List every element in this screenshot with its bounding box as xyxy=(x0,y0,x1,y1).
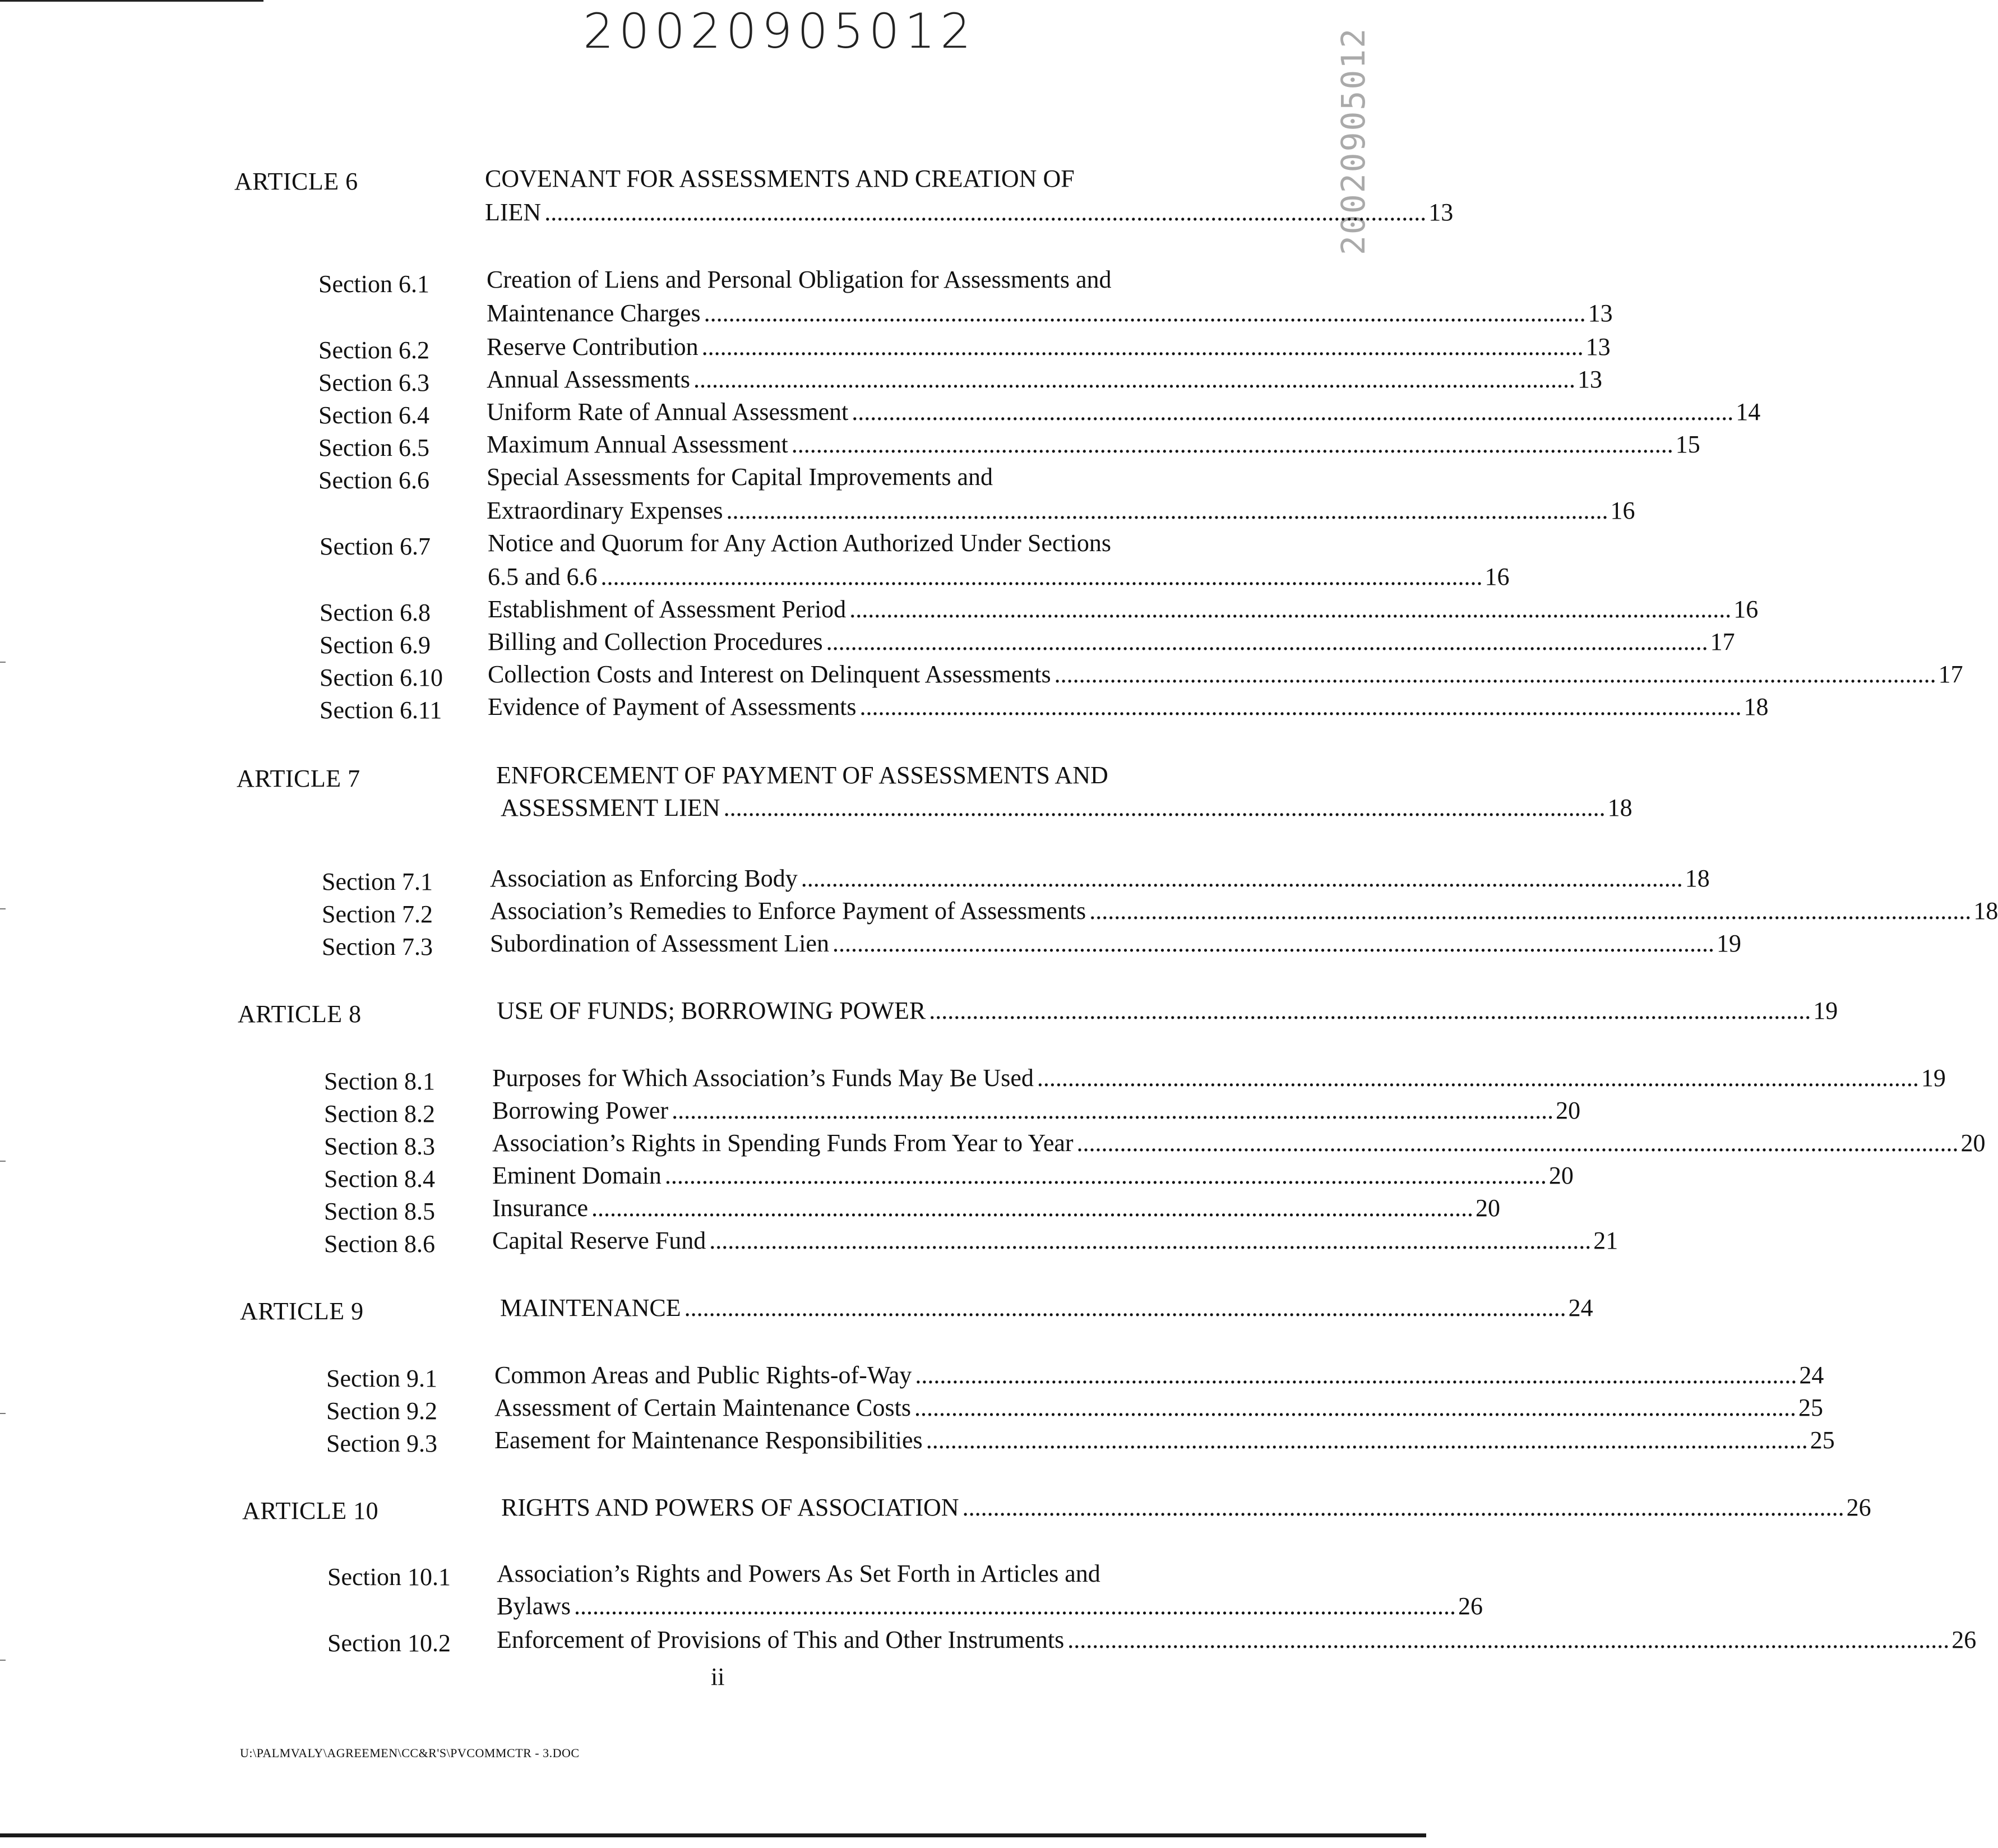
section-title: Reserve Contribution xyxy=(487,333,699,361)
section-label: Section 6.9 xyxy=(320,631,431,659)
section-label: Section 10.1 xyxy=(327,1563,451,1591)
toc-leader-line xyxy=(501,792,1632,824)
section-title: Billing and Collection Procedures xyxy=(488,628,823,655)
toc-leader-line xyxy=(497,1624,1977,1656)
toc-leader-line xyxy=(488,593,1759,626)
dot-leader: ............................................................................................................................................... xyxy=(849,595,1732,623)
section-label: Section 8.6 xyxy=(324,1230,435,1258)
dot-leader: ............................................................................................................................................... xyxy=(929,997,1811,1024)
section-label: Section 7.1 xyxy=(322,868,433,895)
toc-leader-line xyxy=(490,927,1741,960)
dot-leader: ............................................................................................................................................... xyxy=(1037,1064,1919,1092)
page-number: 20 xyxy=(1960,1129,1986,1157)
section-label: Section 8.1 xyxy=(324,1068,435,1095)
dot-leader: ............................................................................................................................................... xyxy=(684,1294,1566,1322)
page-number: 19 xyxy=(1813,997,1838,1024)
toc-leader-line xyxy=(492,1127,1986,1159)
dot-leader: ............................................................................................................................................... xyxy=(926,1426,1808,1454)
section-label: Section 9.1 xyxy=(326,1365,437,1392)
article-title: MAINTENANCE xyxy=(500,1294,681,1322)
top-rule xyxy=(0,0,263,2)
dot-leader: ............................................................................................................................................... xyxy=(723,794,1606,821)
dot-leader: ............................................................................................................................................... xyxy=(591,1194,1474,1222)
article-title-line2: LIEN xyxy=(485,198,542,226)
toc-leader-line xyxy=(492,1225,1618,1257)
toc-leader-line xyxy=(485,196,1454,229)
section-label: Section 7.3 xyxy=(322,933,433,960)
margin-tick xyxy=(0,662,6,663)
article-title-line1: ENFORCEMENT OF PAYMENT OF ASSESSMENTS AND xyxy=(496,761,1108,789)
toc-leader-line xyxy=(494,1359,1824,1392)
page-number: 18 xyxy=(1973,897,1998,925)
section-title: Capital Reserve Fund xyxy=(492,1227,706,1254)
page-number: 21 xyxy=(1593,1227,1618,1254)
dot-leader: ............................................................................................................................................... xyxy=(791,431,1673,458)
toc-leader-line xyxy=(494,1392,1823,1424)
page-number: 25 xyxy=(1810,1426,1835,1454)
dot-leader: ............................................................................................................................................... xyxy=(832,930,1714,957)
section-label: Section 8.5 xyxy=(324,1198,435,1225)
section-title-line1: Creation of Liens and Personal Obligation for Assessments and xyxy=(487,266,1112,293)
dot-leader: ............................................................................................................................................... xyxy=(1076,1129,1959,1157)
section-label: Section 7.2 xyxy=(322,900,433,928)
section-title: Association’s Rights in Spending Funds From Year to Year xyxy=(492,1129,1074,1157)
page-number: 26 xyxy=(1846,1494,1871,1521)
section-title: Establishment of Assessment Period xyxy=(488,595,847,623)
margin-tick xyxy=(0,908,6,909)
toc-leader-line xyxy=(488,691,1769,723)
section-title: Annual Assessments xyxy=(487,366,690,393)
dot-leader: ............................................................................................................................................... xyxy=(826,628,1708,655)
page-number: 16 xyxy=(1610,497,1635,524)
dot-leader: ............................................................................................................................................... xyxy=(709,1227,1592,1254)
toc-leader-line xyxy=(487,297,1613,330)
article-title-line2: ASSESSMENT LIEN xyxy=(501,794,720,821)
section-title: Purposes for Which Association’s Funds May Be Used xyxy=(492,1064,1034,1092)
dot-leader: ............................................................................................................................................... xyxy=(704,299,1586,327)
section-label: Section 6.6 xyxy=(318,466,429,494)
toc-leader-line xyxy=(494,1424,1835,1457)
page-number: 20 xyxy=(1548,1162,1574,1189)
section-label: Section 8.2 xyxy=(324,1100,435,1128)
toc-leader-line xyxy=(497,995,1838,1027)
page-number: 13 xyxy=(1585,333,1611,361)
article-title: RIGHTS AND POWERS OF ASSOCIATION xyxy=(501,1494,959,1521)
section-label: Section 6.7 xyxy=(320,533,431,560)
toc-leader-line xyxy=(501,1491,1871,1524)
section-label: Section 6.8 xyxy=(320,599,431,626)
dot-leader: ............................................................................................................................................... xyxy=(859,693,1742,720)
section-title: Easement for Maintenance Responsibilities xyxy=(494,1426,923,1454)
toc-leader-line xyxy=(487,396,1761,428)
section-title-line2: Extraordinary Expenses xyxy=(487,497,723,524)
page-number: 19 xyxy=(1716,930,1741,957)
page-number: 14 xyxy=(1736,398,1761,426)
margin-tick xyxy=(0,1161,6,1162)
page-number: 18 xyxy=(1607,794,1632,821)
dot-leader: ............................................................................................................................................... xyxy=(962,1494,1844,1521)
section-label: Section 9.2 xyxy=(326,1397,437,1425)
page-number: 26 xyxy=(1458,1592,1483,1620)
dot-leader: ............................................................................................................................................... xyxy=(574,1592,1456,1620)
article-label: ARTICLE 6 xyxy=(234,168,358,195)
section-title-line2: 6.5 and 6.6 xyxy=(488,563,598,590)
page-number: 17 xyxy=(1710,628,1735,655)
article-label: ARTICLE 7 xyxy=(237,765,360,792)
article-label: ARTICLE 9 xyxy=(240,1297,364,1325)
section-title: Evidence of Payment of Assessments xyxy=(488,693,857,720)
page-number: 20 xyxy=(1556,1097,1581,1124)
section-title: Assessment of Certain Maintenance Costs xyxy=(494,1394,911,1421)
section-title: Borrowing Power xyxy=(492,1097,669,1124)
section-label: Section 8.4 xyxy=(324,1165,435,1193)
margin-tick xyxy=(0,1660,6,1661)
toc-leader-line xyxy=(488,658,1963,691)
toc-leader-line xyxy=(490,895,1998,927)
section-title-line1: Notice and Quorum for Any Action Authorized Under Sections xyxy=(488,529,1112,557)
dot-leader: ............................................................................................................................................... xyxy=(1054,660,1936,688)
section-label: Section 6.11 xyxy=(320,696,442,724)
section-label: Section 6.5 xyxy=(318,434,429,461)
article-label: ARTICLE 10 xyxy=(242,1497,379,1524)
side-stamp: 20020905012 xyxy=(1334,27,1372,255)
toc-leader-line xyxy=(500,1292,1593,1324)
page-number: 16 xyxy=(1733,595,1759,623)
dot-leader: ............................................................................................................................................... xyxy=(672,1097,1554,1124)
section-label: Section 6.10 xyxy=(320,664,443,691)
document-number: 20020905012 xyxy=(583,3,976,59)
toc-leader-line xyxy=(488,561,1510,593)
dot-leader: ............................................................................................................................................... xyxy=(801,865,1683,892)
article-title: USE OF FUNDS; BORROWING POWER xyxy=(497,997,926,1024)
page-number: 24 xyxy=(1799,1361,1824,1389)
section-label: Section 6.3 xyxy=(318,369,429,396)
section-title: Uniform Rate of Annual Assessment xyxy=(487,398,849,426)
toc-leader-line xyxy=(492,1062,1946,1094)
page-number: 18 xyxy=(1743,693,1769,720)
file-path: U:\PALMVALY\AGREEMEN\CC&R'S\PVCOMMCTR - 3.DOC xyxy=(240,1746,580,1760)
page-number: 18 xyxy=(1685,865,1710,892)
page-number: 20 xyxy=(1476,1194,1501,1222)
dot-leader: ............................................................................................................................................... xyxy=(693,366,1575,393)
toc-leader-line xyxy=(492,1159,1574,1192)
page-number: 17 xyxy=(1938,660,1963,688)
section-title: Association’s Remedies to Enforce Payment of Assessments xyxy=(490,897,1086,925)
section-label: Section 6.1 xyxy=(318,270,429,298)
page-number-footer: ii xyxy=(711,1663,725,1690)
dot-leader: ............................................................................................................................................... xyxy=(914,1394,1796,1421)
dot-leader: ............................................................................................................................................... xyxy=(664,1162,1547,1189)
article-label: ARTICLE 8 xyxy=(238,1000,362,1028)
section-title-line2: Bylaws xyxy=(497,1592,571,1620)
section-title: Subordination of Assessment Lien xyxy=(490,930,829,957)
toc-leader-line xyxy=(487,331,1611,363)
section-label: Section 6.2 xyxy=(318,336,429,364)
article-title-line1: COVENANT FOR ASSESSMENTS AND CREATION OF xyxy=(485,165,1075,192)
dot-leader: ............................................................................................................................................... xyxy=(726,497,1608,524)
section-title: Association as Enforcing Body xyxy=(490,865,798,892)
bottom-rule xyxy=(0,1833,1426,1837)
toc-leader-line xyxy=(488,626,1735,658)
dot-leader: ............................................................................................................................................... xyxy=(1067,1626,1950,1653)
section-title-line2: Maintenance Charges xyxy=(487,299,701,327)
section-title: Collection Costs and Interest on Delinquent Assessments xyxy=(488,660,1051,688)
page-number: 24 xyxy=(1568,1294,1593,1322)
dot-leader: ............................................................................................................................................... xyxy=(852,398,1734,426)
section-title-line1: Special Assessments for Capital Improvements and xyxy=(487,463,993,491)
toc-leader-line xyxy=(490,862,1710,895)
page-number: 13 xyxy=(1578,366,1602,393)
section-label: Section 10.2 xyxy=(327,1629,451,1657)
section-title: Insurance xyxy=(492,1194,589,1222)
page-number: 13 xyxy=(1588,299,1613,327)
section-title-line1: Association’s Rights and Powers As Set Forth in Articles and xyxy=(497,1560,1100,1587)
section-label: Section 9.3 xyxy=(326,1430,437,1457)
section-label: Section 6.4 xyxy=(318,401,429,429)
toc-leader-line xyxy=(487,428,1700,461)
toc-leader-line xyxy=(492,1192,1501,1225)
section-title: Maximum Annual Assessment xyxy=(487,431,788,458)
dot-leader: ............................................................................................................................................... xyxy=(1089,897,1972,925)
toc-leader-line xyxy=(492,1094,1581,1127)
page-number: 16 xyxy=(1484,563,1510,590)
toc-leader-line xyxy=(487,363,1602,396)
section-title: Eminent Domain xyxy=(492,1162,662,1189)
page-number: 26 xyxy=(1951,1626,1977,1653)
page-number: 15 xyxy=(1675,431,1700,458)
section-title: Enforcement of Provisions of This and Other Instruments xyxy=(497,1626,1065,1653)
margin-tick xyxy=(0,1413,6,1414)
section-title: Common Areas and Public Rights-of-Way xyxy=(494,1361,912,1389)
page-number: 25 xyxy=(1798,1394,1823,1421)
page-number: 19 xyxy=(1921,1064,1946,1092)
section-label: Section 8.3 xyxy=(324,1133,435,1160)
toc-leader-line xyxy=(487,495,1635,527)
dot-leader: ............................................................................................................................................... xyxy=(701,333,1584,361)
dot-leader: ............................................................................................................................................... xyxy=(544,198,1427,226)
toc-leader-line xyxy=(497,1590,1483,1623)
dot-leader: ............................................................................................................................................... xyxy=(600,563,1483,590)
dot-leader: ............................................................................................................................................... xyxy=(915,1361,1797,1389)
page-number: 13 xyxy=(1428,198,1454,226)
